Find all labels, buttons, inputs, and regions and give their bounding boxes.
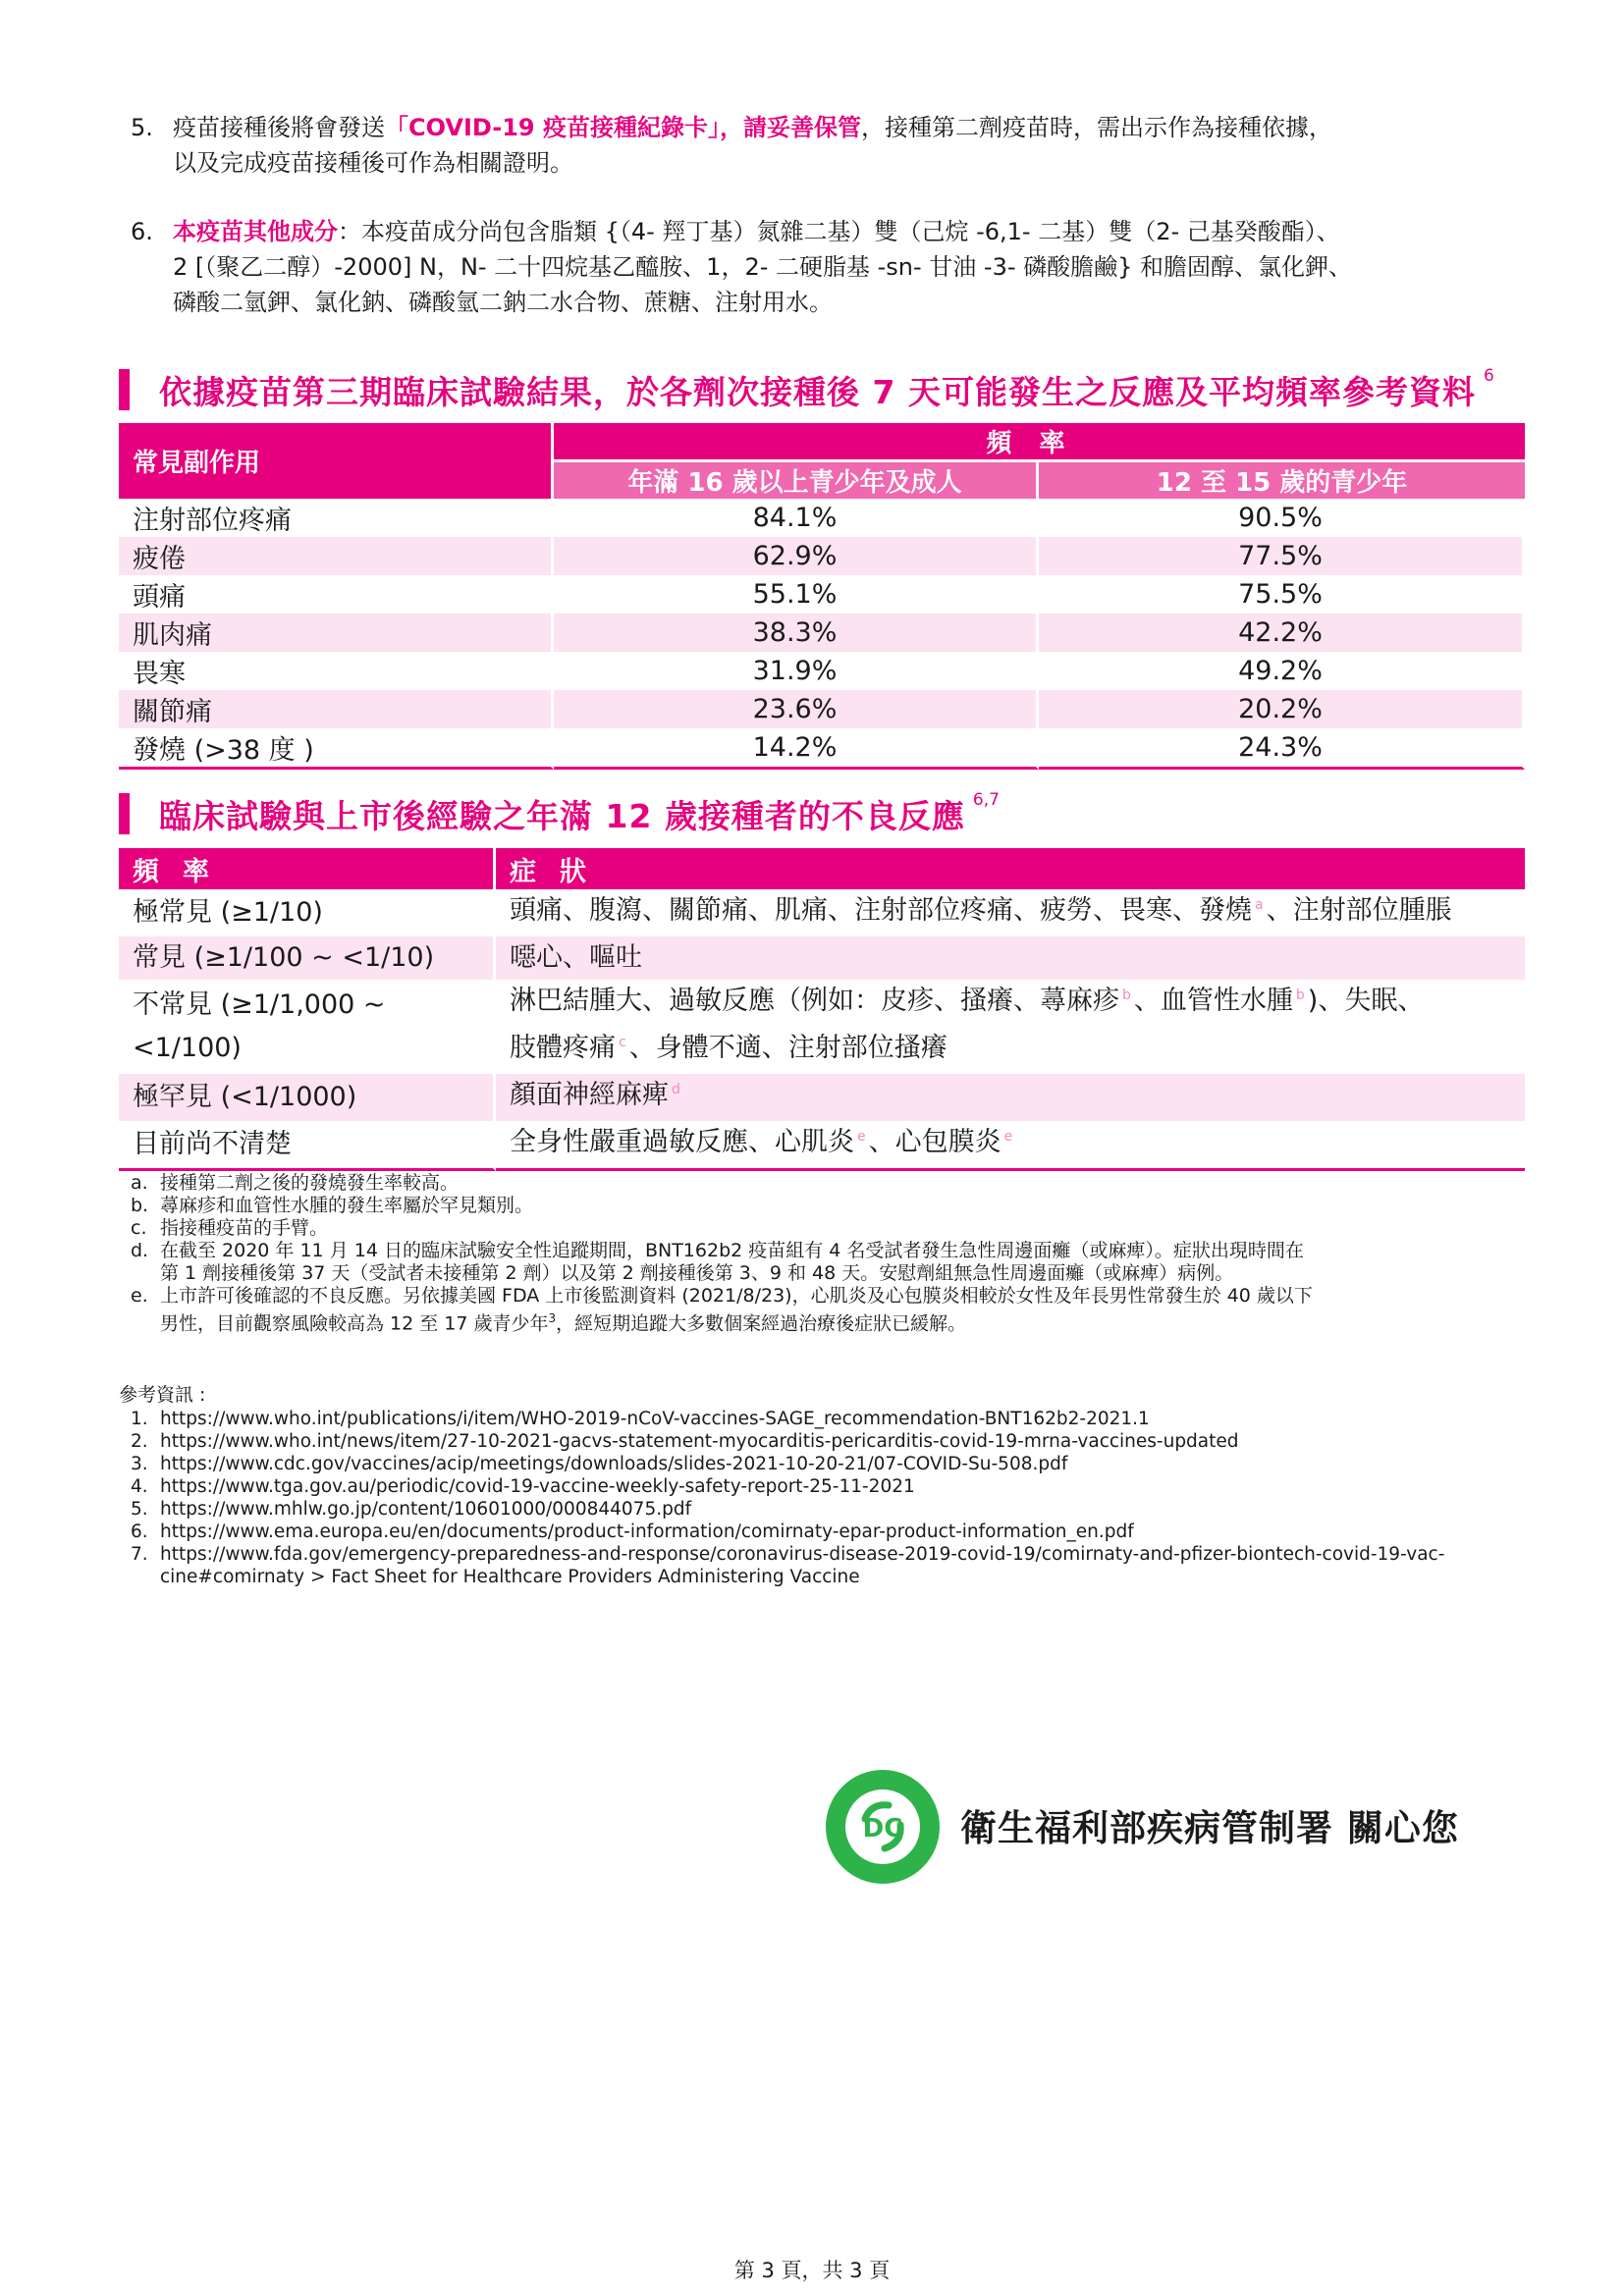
row-value-teens: 77.5%	[1039, 537, 1525, 575]
section-title-adverse	[119, 791, 1000, 836]
row-value-adults: 55.1%	[554, 575, 1039, 614]
item-text: 磷酸二氫鉀、氯化鈉、磷酸氫二鈉二水合物、蔗糖、注射用水。	[173, 289, 833, 316]
footnote-text: 在截至 2020 年 11 月 14 日的臨床試驗安全性追蹤期間，BNT162b2 疫苗組有 4 名受試者發生急性周邊面癱（或麻痺）。症狀出現時間在	[160, 1240, 1304, 1261]
row-label: 肌肉痛	[119, 614, 554, 652]
footnote-mark: e	[857, 1129, 866, 1145]
footnote-key: c.	[131, 1217, 147, 1239]
symptom-text: 、身體不適、注射部位搔癢	[628, 1033, 947, 1063]
table-row	[119, 652, 1525, 690]
footnote-mark: a	[1255, 897, 1264, 913]
symptom-text: 全身性嚴重過敏反應、心肌炎	[510, 1127, 854, 1157]
footnote-text: 上市許可後確認的不良反應。另依據美國 FDA 上市後監測資料 (2021/8/23)，心肌炎及心包膜炎相較於女性及年長男性常發生於 40 歲以下	[160, 1285, 1313, 1307]
table-row	[119, 728, 1525, 770]
reference-item	[131, 1475, 1525, 1498]
item-text: 2 [（聚乙二醇）-2000] N，N- 二十四烷基乙醯胺、1，2- 二硬脂基 -sn- 甘油 -3- 磷酸膽鹼} 和膽固醇、氯化鉀、	[173, 253, 1353, 281]
header-teens: 12 至 15 歲的青少年	[1039, 462, 1525, 499]
item-text: ：本疫苗成分尚包含脂類 {（4- 羥丁基）氮雜二基）雙（己烷 -6,1- 二基）雙（2- 己基癸酸酯）、	[338, 218, 1340, 245]
footnote-mark: c	[619, 1035, 626, 1050]
row-label: 頭痛	[119, 575, 554, 614]
reference-key: 3.	[131, 1454, 148, 1474]
section-bar	[119, 369, 130, 410]
reference-link[interactable]: cine#comirnaty > Fact Sheet for Healthcare Providers Administering Vaccine	[160, 1567, 860, 1587]
row-frequency: 極常見 (≥1/10)	[119, 889, 496, 936]
footnote	[131, 1195, 1525, 1217]
reference-link[interactable]: https://www.fda.gov/emergency-preparedness-and-response/coronavirus-disease-2019-covid-19/comirnaty-and-pfizer-biontech-covid-19-vac-	[160, 1544, 1445, 1565]
list-item-5	[131, 110, 1525, 181]
table-row	[119, 499, 1525, 537]
row-value-teens: 24.3%	[1039, 728, 1525, 770]
footnote-text: 接種第二劑之後的發燒發生率較高。	[160, 1172, 460, 1194]
footnote-key: e.	[131, 1285, 148, 1307]
row-value-teens: 42.2%	[1039, 614, 1525, 652]
item-text: 以及完成疫苗接種後可作為相關證明。	[173, 149, 573, 177]
symptom-text: 頭痛、腹瀉、關節痛、肌痛、注射部位疼痛、疲勞、畏寒、發燒	[510, 895, 1252, 926]
header-symptom: 症狀	[496, 848, 1525, 889]
footnote-text: 男性，目前觀察風險較高為 12 至 17 歲青少年	[160, 1312, 549, 1335]
row-label: 畏寒	[119, 652, 554, 690]
footnote-text: 蕁麻疹和血管性水腫的發生率屬於罕見類別。	[160, 1195, 534, 1216]
reference-link[interactable]: https://www.mhlw.go.jp/content/10601000/000844075.pdf	[160, 1499, 692, 1520]
reference-key: 7.	[131, 1544, 148, 1565]
row-value-teens: 90.5%	[1039, 499, 1525, 537]
item-number: 6.	[131, 218, 153, 245]
table-row	[119, 690, 1525, 728]
logo-initials: DC	[862, 1814, 903, 1843]
symptom-text: 顏面神經麻痺	[510, 1080, 669, 1110]
footnote	[131, 1240, 1525, 1285]
row-frequency: 不常見 (≥1/1,000 ~ <1/100)	[119, 980, 496, 1074]
page-number: 第 3 頁，共 3 頁	[733, 2259, 891, 2282]
reference-item	[131, 1521, 1525, 1543]
row-value-adults: 62.9%	[554, 537, 1039, 575]
reference-item	[131, 1453, 1525, 1475]
row-label: 注射部位疼痛	[119, 499, 554, 537]
row-value-adults: 38.3%	[554, 614, 1039, 652]
row-frequency: 常見 (≥1/100 ~ <1/10)	[119, 936, 496, 980]
row-value-teens: 49.2%	[1039, 652, 1525, 690]
row-label: 關節痛	[119, 690, 554, 728]
footnote-mark: b	[1122, 988, 1131, 1003]
row-value-adults: 31.9%	[554, 652, 1039, 690]
item-number: 5.	[131, 114, 153, 141]
row-symptom: 噁心、嘔吐	[496, 936, 1525, 980]
footnote-mark: d	[672, 1082, 680, 1097]
footnote-mark: b	[1295, 988, 1305, 1003]
reference-item	[131, 1498, 1525, 1521]
footnote-mark: e	[1003, 1129, 1013, 1145]
footnote-ref: 3	[548, 1311, 557, 1325]
row-frequency: 極罕見 (<1/1000)	[119, 1074, 496, 1121]
table-row	[119, 980, 1525, 1074]
table-row	[119, 1074, 1525, 1121]
row-value-teens: 75.5%	[1039, 575, 1525, 614]
footnote	[131, 1172, 1525, 1195]
item-text: ，接種第二劑疫苗時，需出示作為接種依據，	[860, 114, 1332, 141]
row-symptom	[496, 889, 1525, 936]
section-title-text: 依據疫苗第三期臨床試驗結果，於各劑次接種後 7 天可能發生之反應及平均頻率參考資料	[159, 372, 1476, 411]
symptom-text: )、失眠、	[1307, 986, 1425, 1016]
section-ref: 6	[1483, 366, 1494, 386]
row-symptom	[496, 1074, 1525, 1121]
row-value-teens: 20.2%	[1039, 690, 1525, 728]
symptom-text: 、心包膜炎	[868, 1127, 1001, 1157]
reference-link[interactable]: https://www.who.int/publications/i/item/WHO-2019-nCoV-vaccines-SAGE_recommendation-BNT162b2-2021.1	[160, 1409, 1150, 1429]
reference-item	[131, 1430, 1525, 1453]
item-highlight: 「COVID-19 疫苗接種紀錄卡」，請妥善保管	[385, 114, 861, 141]
references-list	[131, 1408, 1525, 1588]
footnote-key: d.	[131, 1240, 149, 1261]
item-text: 疫苗接種後將會發送	[173, 114, 385, 141]
reference-key: 6.	[131, 1522, 148, 1542]
table-row	[119, 537, 1525, 575]
references-title: 參考資訊 :	[119, 1384, 206, 1406]
reference-item	[131, 1408, 1525, 1430]
section-title-text: 臨床試驗與上市後經驗之年滿 12 歲接種者的不良反應	[159, 796, 965, 835]
row-label: 疲倦	[119, 537, 554, 575]
table-row	[119, 1121, 1525, 1171]
table-row	[119, 889, 1525, 936]
reference-link[interactable]: https://www.ema.europa.eu/en/documents/product-information/comirnaty-epar-product-information_en.pdf	[160, 1522, 1134, 1542]
reference-key: 5.	[131, 1499, 148, 1520]
reference-link[interactable]: https://www.cdc.gov/vaccines/acip/meetings/downloads/slides-2021-10-20-21/07-COVID-Su-508.pdf	[160, 1454, 1068, 1474]
symptom-text: 肢體疼痛	[510, 1033, 616, 1063]
footnote	[131, 1285, 1525, 1335]
section-bar	[119, 793, 130, 834]
cdc-logo	[824, 1768, 942, 1886]
section-title-reactions	[119, 367, 1494, 412]
header-adults: 年滿 16 歲以上青少年及成人	[554, 462, 1039, 499]
row-value-adults: 23.6%	[554, 690, 1039, 728]
header-frequency: 頻率	[119, 848, 496, 889]
footnote-key: b.	[131, 1195, 149, 1216]
reference-link[interactable]: https://www.who.int/news/item/27-10-2021-gacvs-statement-myocarditis-pericarditis-covid-19-mrna-vaccines-updated	[160, 1431, 1239, 1452]
row-frequency: 目前尚不清楚	[119, 1121, 496, 1171]
footnote-key: a.	[131, 1172, 148, 1194]
reference-key: 1.	[131, 1409, 148, 1429]
row-label: 發燒 (>38 度 )	[119, 728, 554, 770]
row-value-adults: 14.2%	[554, 728, 1039, 770]
adverse-reactions-table	[119, 848, 1525, 1171]
row-symptom	[496, 980, 1525, 1074]
row-value-adults: 84.1%	[554, 499, 1039, 537]
table-row	[119, 575, 1525, 614]
item-highlight: 本疫苗其他成分	[173, 218, 338, 245]
list-item-6	[131, 214, 1525, 320]
symptom-text: 淋巴結腫大、過敏反應（例如：皮疹、搔癢、蕁麻疹	[510, 986, 1119, 1016]
header-side-effect: 常見副作用	[119, 423, 554, 499]
symptom-text: 、注射部位腫脹	[1266, 895, 1452, 926]
reference-key: 2.	[131, 1431, 148, 1452]
cdc-logo-icon	[824, 1768, 942, 1886]
row-symptom	[496, 1121, 1525, 1171]
footnote-text: 指接種疫苗的手臂。	[160, 1217, 329, 1239]
table-row	[119, 936, 1525, 980]
header-frequency: 頻率	[554, 423, 1525, 462]
reference-key: 4.	[131, 1476, 148, 1497]
table-row	[119, 614, 1525, 652]
org-slogan: 衛生福利部疾病管制署 關心您	[960, 1807, 1459, 1849]
section-ref: 6,7	[972, 790, 1000, 810]
footnote-text: ，經短期追蹤大多數個案經過治療後症狀已緩解。	[556, 1312, 967, 1335]
footnote-text: 第 1 劑接種後第 37 天（受試者未接種第 2 劑）以及第 2 劑接種後第 3、9 和 48 天。安慰劑組無急性周邊面癱（或麻痺）病例。	[160, 1262, 1234, 1284]
symptom-text: 、血管性水腫	[1133, 986, 1293, 1016]
reactions-table	[119, 423, 1525, 770]
footnotes	[131, 1172, 1525, 1335]
reference-link[interactable]: https://www.tga.gov.au/periodic/covid-19-vaccine-weekly-safety-report-25-11-2021	[160, 1476, 915, 1497]
footnote	[131, 1217, 1525, 1240]
reference-item	[131, 1543, 1525, 1588]
